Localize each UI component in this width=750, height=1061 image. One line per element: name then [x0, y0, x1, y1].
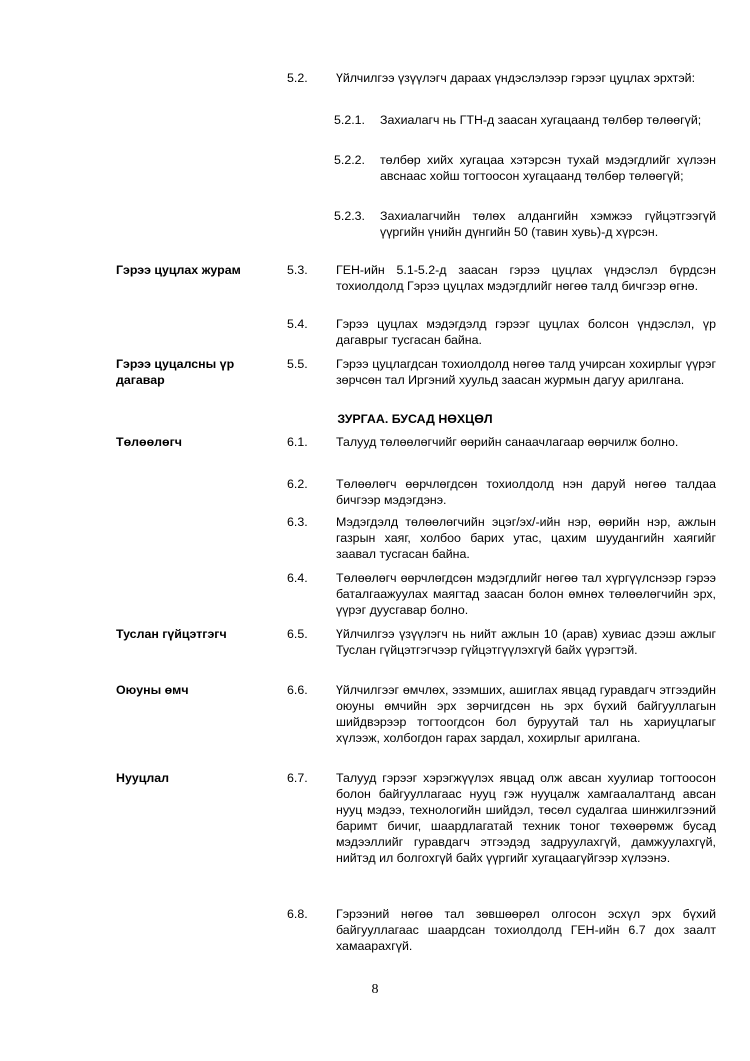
clause-number: 6.1. [287, 435, 308, 449]
page-number: 8 [371, 982, 379, 997]
side-heading-termination-procedure: Гэрээ цуцлах журам [116, 263, 241, 277]
side-heading-representative: Төлөөлөгч [116, 435, 182, 449]
side-heading-confidentiality: Нууцлал [116, 771, 169, 785]
clause-number: 6.8. [287, 907, 308, 921]
clause-text: Төлөөлөгч өөрчлөгдсөн мэдэгдлийг нөгөө тал хүргүүлснээр гэрээ баталгаажуулах маягтад заасан болон өмнөх төлөөлөгчийн эрх, үүрэг дуусгавар болно. [336, 571, 716, 617]
clause-number: 5.5. [287, 357, 308, 371]
clause-text: Үйлчилгээ үзүүлэгч дараах үндэслэлээр гэрээг цуцлах эрхтэй: [336, 71, 696, 85]
clause-number: 6.3. [287, 515, 308, 529]
clause-text: ГЕН-ийн 5.1-5.2-д заасан гэрээ цуцлах үндэслэл бүрдсэн тохиолдолд Гэрээ цуцлах мэдэгдлийг нөгөө талд бичгээр өгнө. [336, 263, 716, 293]
clause-number: 6.4. [287, 571, 308, 585]
clause-text: Төлөөлөгч өөрчлөгдсөн тохиолдолд нэн даруй нөгөө талдаа бичгээр мэдэгдэнэ. [336, 477, 716, 507]
side-heading-intellectual-property: Оюуны өмч [116, 683, 189, 697]
clause-text: Захиалагч нь ГТН-д заасан хугацаанд төлбөр төлөөгүй; [380, 113, 702, 127]
clause-text: Үйлчилгээг өмчлөх, эзэмших, ашиглах явцад гуравдагч этгээдийн оюуны өмчийн эрх зөрчигдсөн нь эрх бүхий байгууллагын шийдвэрээр тогтоогдсон бол буруутай тал нь хариуцлагыг хүлээж, холбогдон гарах зардал, хохирлыг арилгана. [336, 683, 716, 745]
clause-text: Захиалагчийн төлөх алдангийн хэмжээ гүйцэтгээгүй үүргийн үнийн дүнгийн 50 (тавин хувь)-д хүрсэн. [380, 209, 716, 239]
side-heading-subcontractor: Туслан гүйцэтгэгч [116, 627, 227, 641]
clause-text: төлбөр хийх хугацаа хэтэрсэн тухай мэдэгдлийг хүлээн авснаас хойш тогтоосон хугацаанд төлбөр төлөөгүй; [380, 153, 716, 183]
clause-number: 6.7. [287, 771, 308, 785]
clause-text: Үйлчилгээ үзүүлэгч нь нийт ажлын 10 (арав) хувиас дээш ажлыг Туслан гүйцэтгэгчээр гүйцэтгүүлэхгүй байх үүрэгтэй. [336, 627, 716, 657]
clause-text: Гэрээ цуцлагдсан тохиолдолд нөгөө талд учирсан хохирлыг үүрэг зөрчсөн тал Иргэний хуульд заасан журмын дагуу арилгана. [336, 357, 716, 387]
clause-text: Гэрээ цуцлах мэдэгдэлд гэрээг цуцлах болсон үндэслэл, үр дагаврыг тусгасан байна. [336, 317, 716, 347]
clause-number: 5.2.3. [334, 209, 366, 223]
clause-number: 5.2.1. [334, 113, 366, 127]
clause-number: 6.2. [287, 477, 308, 491]
clause-number: 5.2. [287, 71, 308, 85]
side-heading-termination-consequences: Гэрээ цуцалсны үр дагавар [116, 357, 235, 387]
clause-text: Талууд гэрээг хэрэгжүүлэх явцад олж авсан хуулиар тогтоосон болон байгууллагаас нууц гэж нууцалж хамгаалалтанд авсан нууц мэдээ, технологийн шийдэл, төсөл судалгаа шинжилгээний баримт бичиг, шаардлагатай техник тоног төхөөрөмж бусад мэдээллийг гуравдагч этгээдэд задруулахгүй, дамжуулахгүй, нийтэд ил болгохгүй байх үүргийг хугацаагүйгээр хүлээнэ. [336, 771, 716, 865]
clause-number: 5.2.2. [334, 153, 366, 167]
clause-text: Мэдэгдэлд төлөөлөгчийн эцэг/эх/-ийн нэр, өөрийн нэр, ажлын газрын хаяг, холбоо барих утас, цахим шуудангийн хаягийг заавал тусгасан байна. [336, 515, 716, 561]
clause-number: 5.3. [287, 263, 308, 277]
clause-number: 6.6. [287, 683, 308, 697]
clause-number: 6.5. [287, 627, 308, 641]
section-heading: ЗУРГАА. БУСАД НӨХЦӨЛ [337, 412, 493, 426]
clause-text: Гэрээний нөгөө тал зөвшөөрөл олгосон эсхүл эрх бүхий байгууллагаас шаардсан тохиолдолд ГЕН-ийн 6.7 дох заалт хамаарахгүй. [336, 907, 716, 953]
clause-number: 5.4. [287, 317, 308, 331]
clause-text: Талууд төлөөлөгчийг өөрийн санаачлагаар өөрчилж болно. [336, 435, 679, 449]
